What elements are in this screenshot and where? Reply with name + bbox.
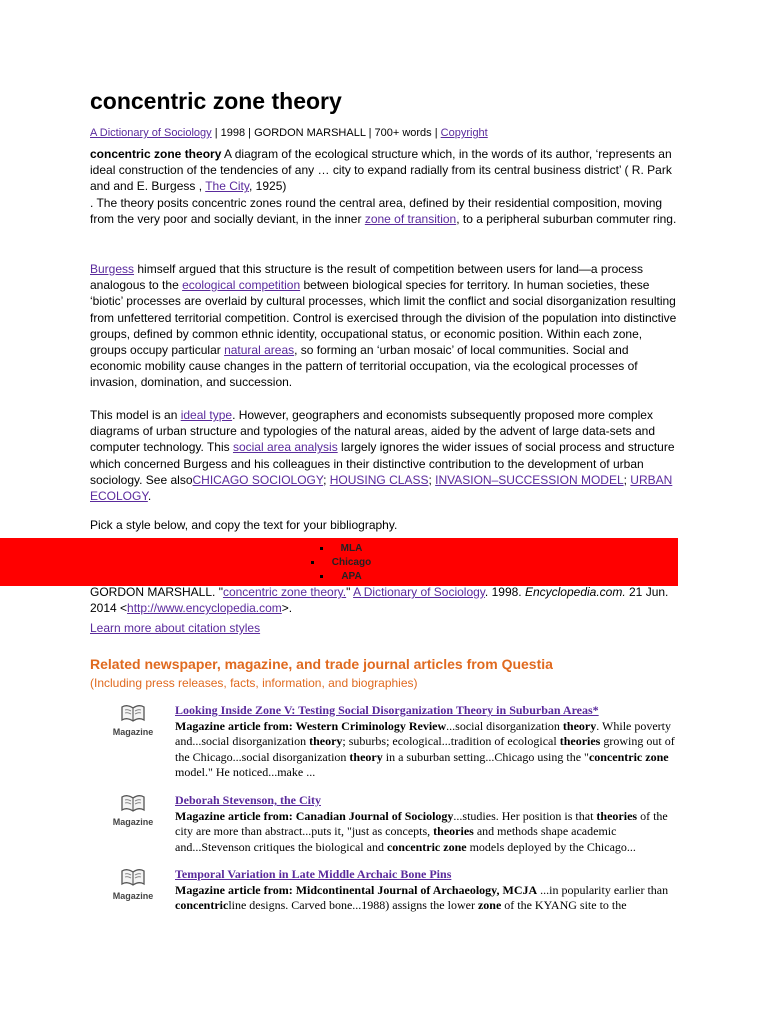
ideal-type-link[interactable]: ideal type bbox=[180, 408, 233, 422]
model-paragraph bbox=[90, 407, 682, 504]
highlight: concentric zone bbox=[386, 839, 467, 854]
burgess-paragraph bbox=[90, 261, 682, 391]
article-title-link[interactable]: Looking Inside Zone V: Testing Social Disorganization Theory in Suburban Areas* bbox=[175, 703, 599, 717]
meta-info: | 1998 | GORDON MARSHALL | 700+ words | bbox=[211, 127, 441, 139]
text: This model is an bbox=[90, 408, 181, 422]
article-source: Magazine article from: Midcontinental Journal of Archaeology, MCJA bbox=[175, 882, 538, 897]
term-label: concentric zone theory bbox=[90, 147, 222, 161]
the-city-link[interactable]: The City bbox=[205, 179, 249, 194]
social-area-analysis-link[interactable]: social area analysis bbox=[232, 440, 338, 455]
text: . The theory posits concentric zones round the central area, defined by their residential composition, moving from the very poor and socially deviant, in the inner bbox=[90, 195, 663, 226]
related-articles-heading: Related newspaper, magazine, and trade journal articles from Questia bbox=[90, 656, 553, 672]
article-body bbox=[175, 867, 680, 914]
entry-meta bbox=[90, 127, 488, 139]
citation-url-link[interactable]: http://www.encyclopedia.com bbox=[127, 601, 282, 615]
definition-paragraph bbox=[90, 146, 682, 227]
text: . However, geographers and economists subsequently proposed more complex diagrams of urban structure and typologies of the natural areas, aided by the advent of large data-sets and computer technology. This bbox=[90, 408, 656, 455]
burgess-link[interactable]: Burgess bbox=[90, 262, 135, 276]
citation-style-list bbox=[0, 542, 678, 584]
text: and methods shape academic and...Stevenson critiques the biological and bbox=[175, 824, 617, 854]
text: >. bbox=[281, 601, 293, 615]
invasion-succession-link[interactable]: INVASION–SUCCESSION MODEL bbox=[435, 472, 624, 487]
article-source: Magazine article from: Western Criminology Review bbox=[175, 718, 447, 733]
citation-source-link[interactable]: A Dictionary of Sociology bbox=[353, 585, 485, 599]
related-articles-subheading: (Including press releases, facts, information, and biographies) bbox=[90, 676, 418, 690]
text: ; bbox=[623, 472, 631, 487]
text: , 1925) bbox=[249, 179, 287, 194]
text: between biological species for territory. In human societies, these ‘biotic’ processes are overlaid by cultural processes, which limit the conflict and social disorganization resulting from unfettered territorial competition. Control is exercised through the division of the population into distinctive groups, defined by common ethnic identity, occupational status, or economic position. Within each zone, groups occupy particular bbox=[90, 278, 677, 358]
text: ; suburbs; ecological...tradition of ecological bbox=[342, 734, 560, 748]
text: ...in popularity earlier than bbox=[537, 882, 669, 897]
highlight: theory bbox=[309, 734, 343, 748]
text: A diagram of the ecological structure which, in the words of its author, ‘represents an ideal construction of the tendencies of any … city to expand radially from its central business district’ ( R. Park and and E. Burgess , bbox=[90, 147, 672, 194]
highlight: concentric bbox=[175, 898, 229, 912]
magazine-icon bbox=[106, 703, 160, 743]
urban-ecology-link[interactable]: URBAN ECOLOGY bbox=[90, 472, 673, 504]
article-title-link[interactable]: Deborah Stevenson, the City bbox=[175, 793, 321, 807]
text: models deployed by the Chicago... bbox=[466, 839, 636, 854]
text: . While poverty and...social disorganization bbox=[175, 718, 672, 748]
chicago-sociology-link[interactable]: CHICAGO SOCIOLOGY bbox=[192, 472, 324, 487]
ecological-competition-link[interactable]: ecological competition bbox=[182, 278, 301, 293]
article-body bbox=[175, 703, 680, 781]
magazine-icon bbox=[106, 867, 160, 907]
text: , so forming an ‘urban mosaic’ of local communities. Social and economic mobility cause changes in the pattern of territorial occupation, via the ecological processes of invasion, domination, and succession. bbox=[90, 343, 638, 390]
citation-text bbox=[90, 584, 682, 616]
bullet-icon bbox=[320, 575, 323, 578]
highlight: zone bbox=[477, 898, 502, 912]
article-body bbox=[175, 793, 680, 855]
text: " bbox=[346, 585, 354, 599]
magazine-label: Magazine bbox=[112, 727, 154, 737]
text: himself argued that this structure is the result of competition between users for land—a process analogous to the bbox=[90, 262, 643, 293]
magazine-label: Magazine bbox=[112, 817, 154, 827]
style-mla[interactable] bbox=[0, 542, 678, 556]
article-title-link[interactable]: Temporal Variation in Late Middle Archaic Bone Pins bbox=[175, 867, 452, 881]
text: model." He noticed...make ... bbox=[175, 765, 316, 779]
text: ; bbox=[323, 472, 330, 487]
text: 21 Jun. 2014 < bbox=[90, 585, 669, 615]
text: largely ignores the wider issues of social process and structure which concerned Burgess and his colleagues in their distinctive contribution to the development of urban sociology. See also bbox=[90, 440, 675, 487]
text: of the KYANG site to the bbox=[501, 898, 627, 912]
text: line designs. Carved bone...1988) assigns the lower bbox=[228, 898, 478, 912]
highlight: theory bbox=[349, 749, 383, 764]
copyright-link[interactable]: Copyright bbox=[440, 127, 488, 139]
highlight: concentric zone bbox=[588, 749, 669, 764]
text: ...studies. Her position is that bbox=[453, 808, 597, 823]
highlight: theories bbox=[559, 734, 601, 748]
highlight: theories bbox=[596, 808, 638, 823]
magazine-icon bbox=[106, 793, 160, 833]
bullet-icon bbox=[320, 547, 323, 550]
housing-class-link[interactable]: HOUSING CLASS bbox=[329, 472, 429, 487]
text: . bbox=[147, 489, 152, 504]
citation-style-bar bbox=[0, 538, 678, 586]
open-book-icon bbox=[120, 867, 146, 887]
style-apa[interactable] bbox=[0, 570, 678, 584]
text: GORDON MARSHALL. " bbox=[90, 585, 223, 599]
text: . 1998. bbox=[484, 585, 525, 599]
learn-more-link[interactable]: Learn more about citation styles bbox=[90, 621, 261, 635]
text: in a suburban setting...Chicago using the " bbox=[382, 749, 589, 764]
text: , to a peripheral suburban commuter ring. bbox=[456, 211, 677, 226]
style-label: Chicago bbox=[331, 557, 372, 568]
article-source: Magazine article from: Canadian Journal of Sociology bbox=[175, 808, 454, 823]
text: of the city are more than abstract...puts it, "just as concepts, bbox=[175, 808, 668, 838]
magazine-label: Magazine bbox=[112, 891, 154, 901]
style-label: APA bbox=[341, 571, 362, 582]
bullet-icon bbox=[311, 561, 314, 564]
open-book-icon bbox=[120, 703, 146, 723]
style-chicago[interactable] bbox=[0, 556, 678, 570]
text: ; bbox=[428, 472, 436, 487]
open-book-icon bbox=[120, 793, 146, 813]
style-label: MLA bbox=[340, 543, 363, 554]
page-title: concentric zone theory bbox=[90, 88, 342, 114]
citation-title-link[interactable]: concentric zone theory. bbox=[222, 585, 347, 599]
zone-of-transition-link[interactable]: zone of transition bbox=[364, 211, 457, 226]
pick-style-prompt: Pick a style below, and copy the text for your bibliography. bbox=[90, 518, 398, 532]
highlight: theories bbox=[433, 824, 474, 838]
highlight: theory bbox=[562, 718, 597, 733]
site-name: Encyclopedia.com. bbox=[524, 585, 626, 599]
source-link[interactable]: A Dictionary of Sociology bbox=[90, 127, 212, 139]
text: growing out of the Chicago...social disorganization bbox=[175, 734, 675, 764]
text: ...social disorganization bbox=[446, 718, 563, 733]
natural-areas-link[interactable]: natural areas bbox=[224, 343, 295, 358]
